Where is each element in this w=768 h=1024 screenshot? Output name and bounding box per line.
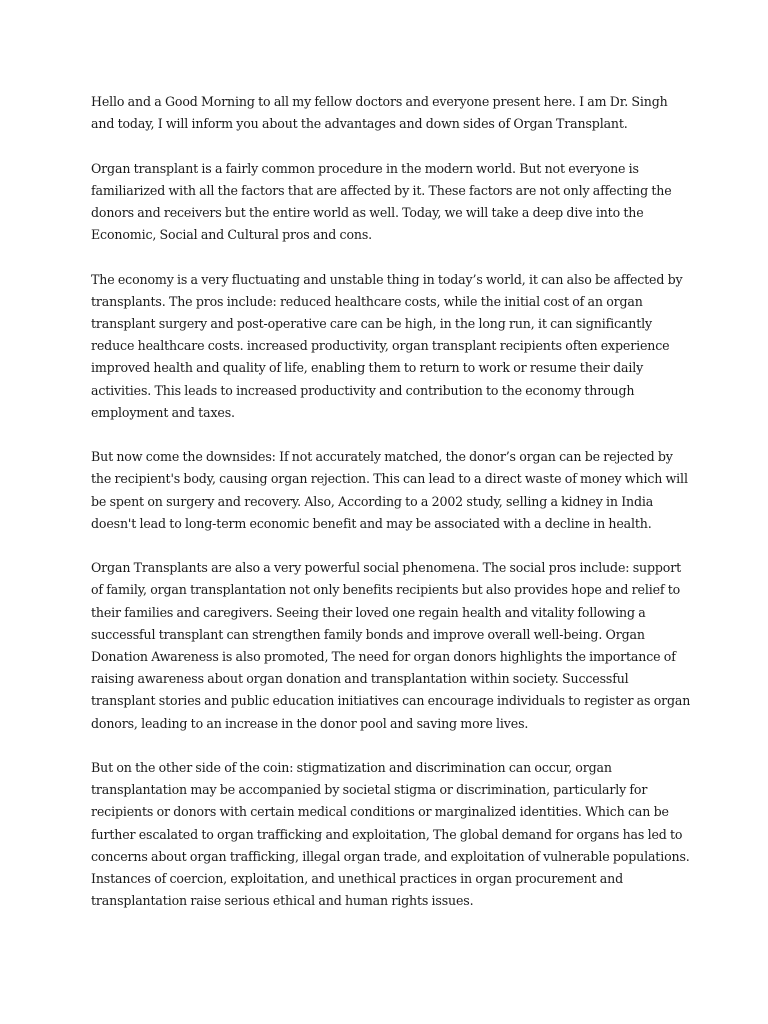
paragraph-economic-cons: But now come the downsides: If not accurately matched, the donor’s organ can be rejected by the recipient's body, causing organ rejection. This can lead to a direct waste of money which will be spent on surgery and recovery. Also, According to a 2002 study, selling a kidney in India doesn't lead to long-term economic benefit and may be associated with a decline in health. <box>91 449 688 531</box>
paragraph-introduction: Hello and a Good Morning to all my fellow doctors and everyone present here. I am Dr. Singh and today, I will inform you about the advantages and down sides of Organ Transplant. <box>91 94 668 132</box>
paragraph-social-cons: But on the other side of the coin: stigmatization and discrimination can occur, organ transplantation may be accompanied by societal stigma or discrimination, particularly for recipients or donors with certain medical conditions or marginalized identities. Which can be further escalated to organ trafficking and exploitation, The global demand for organs has led to concerns about organ trafficking, illegal organ trade, and exploitation of vulnerable populations. Instances of coercion, exploitation, and unethical practices in organ procurement and transplantation raise serious ethical and human rights issues. <box>91 760 690 909</box>
document-body <box>91 91 691 935</box>
paragraph-overview: Organ transplant is a fairly common procedure in the modern world. But not everyone is familiarized with all the factors that are affected by it. These factors are not only affecting the donors and receivers but the entire world as well. Today, we will take a deep dive into the Economic, Social and Cultural pros and cons. <box>91 160 672 243</box>
paragraph-economic-pros: The economy is a very fluctuating and unstable thing in today’s world, it can also be affected by transplants. The pros include: reduced healthcare costs, while the initial cost of an organ transplant surgery and post-operative care can be high, in the long run, it can significantly reduce healthcare costs. increased productivity, organ transplant recipients often experience improved health and quality of life, enabling them to return to work or resume their daily activities. This leads to increased productivity and contribution to the economy through employment and taxes. <box>91 271 683 420</box>
paragraph-social-pros: Organ Transplants are also a very powerful social phenomena. The social pros include: support of family, organ transplantation not only benefits recipients but also provides hope and relief to their families and caregivers. Seeing their loved one regain health and vitality following a successful transplant can strengthen family bonds and improve overall well-being. Organ Donation Awareness is also promoted, The need for organ donors highlights the importance of raising awareness about organ donation and transplantation within society. Successful transplant stories and public education initiatives can encourage individuals to register as organ donors, leading to an increase in the donor pool and saving more lives. <box>91 560 691 731</box>
